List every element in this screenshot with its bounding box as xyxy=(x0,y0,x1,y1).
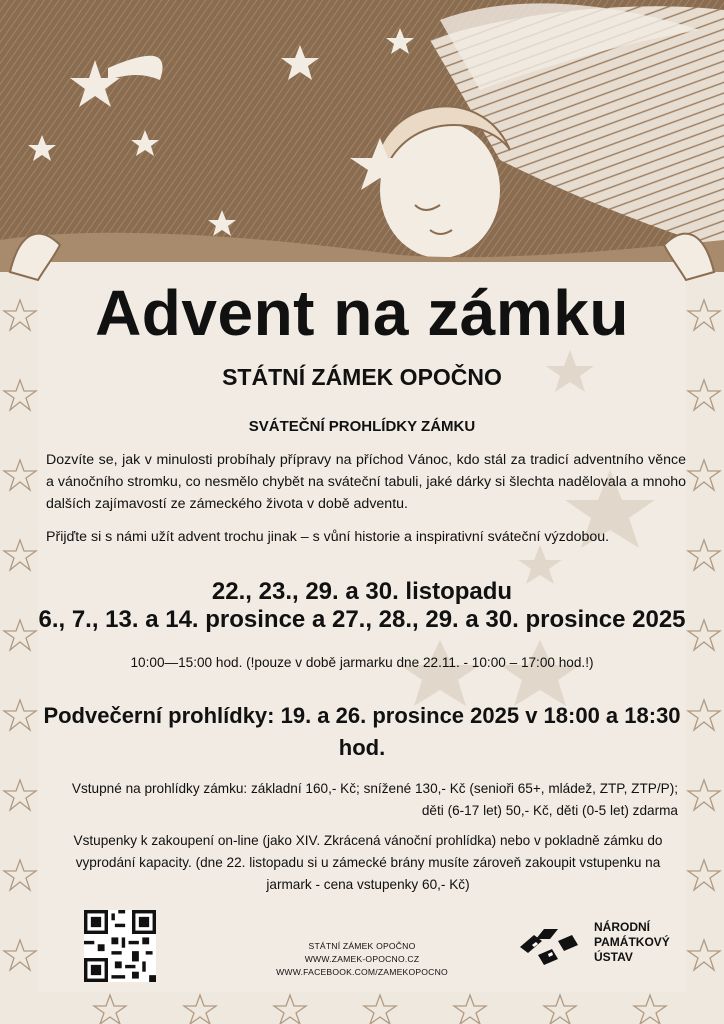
dates-november: 22., 23., 29. a 30. listopadu xyxy=(211,578,513,605)
section-heading: SVÁTEČNÍ PROHLÍDKY ZÁMKU xyxy=(248,418,476,435)
evening-tours: Podvečerní prohlídky: 19. a 26. prosince 2025 v 18:00 a 18:30 hod. xyxy=(43,703,681,760)
ticket-info: Vstupenky k zakoupení on-line (jako XIV. Zkrácená vánoční prohlídka) nebo v pokladně zámku do vyprodání kapacity. (dne 22. listopadu si u zámecké brány musíte zároveň zakoupit vstupenku na jarmark - cena vstupenky 60,- Kč) xyxy=(73,833,663,892)
invitation-paragraph: Přijďte si s námi užít advent trochu jinak – s vůní historie a inspirativní sváteční výzdobou. xyxy=(46,529,610,545)
npu-line-2: PAMÁTKOVÝ xyxy=(594,935,670,949)
npu-line-1: NÁRODNÍ xyxy=(594,920,650,934)
npu-line-3: ÚSTAV xyxy=(594,950,633,964)
poster-title: Advent na zámku xyxy=(95,277,629,349)
footer-castle-name: STÁTNÍ ZÁMEK OPOČNO xyxy=(308,941,416,951)
npu-logo-text xyxy=(594,920,670,965)
npu-logo-icon xyxy=(520,927,580,967)
admission-prices: Vstupné na prohlídky zámku: základní 160,- Kč; snížené 130,- Kč (senioři 65+, mládež, ZTP, ZTP/P); děti (6-17 let) 50,- Kč, děti (0-5 let) zdarma xyxy=(71,781,678,818)
footer-facebook-link[interactable]: WWW.FACEBOOK.COM/ZAMEKOPOCNO xyxy=(276,967,448,977)
poster-subtitle: STÁTNÍ ZÁMEK OPOČNO xyxy=(222,364,502,390)
intro-paragraph: Dozvíte se, jak v minulosti probíhaly přípravy na příchod Vánoc, kdo stál za tradicí adventního věnce a vánočního stromku, co nesmělo chybět na sváteční tabuli, jaké dárky si šlechta nadělovala a mnoho dalších zajímavostí ze zámeckého života v době adventu. xyxy=(46,452,686,512)
footer-contact xyxy=(250,940,474,979)
footer-website-link[interactable]: WWW.ZAMEK-OPOCNO.CZ xyxy=(304,954,420,964)
dates-december: 6., 7., 13. a 14. prosince a 27., 28., 29. a 30. prosince 2025 xyxy=(38,606,686,633)
qr-code-icon[interactable] xyxy=(84,910,156,982)
opening-hours: 10:00—15:00 hod. (!pouze v době jarmarku dne 22.11. - 10:00 – 17:00 hod.!) xyxy=(130,655,594,670)
